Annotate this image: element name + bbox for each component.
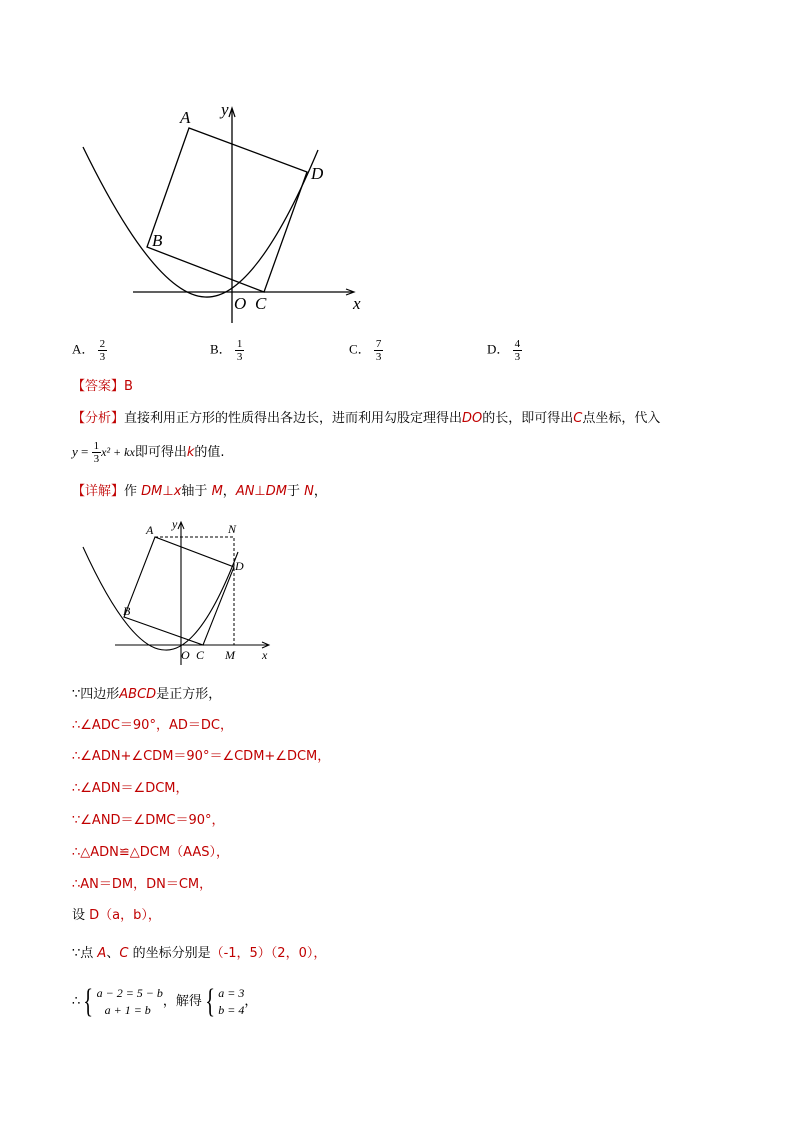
step-10: ∴{ a − 2 = 5 − b a + 1 = b ，解得{ a = 3 b = 4 ， <box>72 983 258 1020</box>
step-5: ∵∠AND＝∠DMC＝90°， <box>72 813 225 828</box>
label-y: y <box>221 100 229 119</box>
answer-tag: 【答案】 <box>72 379 125 394</box>
label-d: D <box>235 559 244 573</box>
choice-fraction: $\frac{1}{3}$ <box>236 338 243 363</box>
choice-letter: C． <box>349 341 371 357</box>
detail-line: 【详解】作 DM⊥x轴于 M，AN⊥DM于 N， <box>72 484 327 499</box>
choice-c[interactable] <box>349 338 383 363</box>
choice-b[interactable] <box>210 338 244 363</box>
detail-tag: 【详解】 <box>72 484 125 499</box>
solution-system: a = 3 b = 4 <box>218 986 245 1017</box>
label-n: N <box>228 522 237 536</box>
choice-letter: B． <box>210 341 232 357</box>
parabola <box>83 547 238 650</box>
choice-letter: D． <box>487 341 510 357</box>
step-2: ∴∠ADC＝90°，AD＝DC， <box>72 718 233 733</box>
step-7: ∴AN＝DM，DN＝CM， <box>72 877 213 892</box>
label-c: C <box>255 294 267 313</box>
parabola <box>83 147 318 297</box>
label-b: B <box>152 231 163 250</box>
analysis-line-2: y = $\frac{1}{3}$ x² + kx即可得出k的值. <box>72 440 225 465</box>
step-9: ∵点 A、C 的坐标分别是（-1，5）（2，0）， <box>72 946 327 961</box>
analysis-line-1: 【分析】直接利用正方形的性质得出各边长，进而利用勾股定理得出DO的长，即可得出C点坐标，代入 <box>72 411 661 426</box>
square-abcd <box>124 537 234 645</box>
label-o: O <box>181 648 190 662</box>
label-x: x <box>353 294 361 313</box>
answer-value: B <box>124 379 133 394</box>
figure-2 <box>75 512 280 667</box>
analysis-tag: 【分析】 <box>72 411 125 426</box>
label-c: C <box>196 648 205 662</box>
label-x: x <box>262 648 268 662</box>
choice-fraction: $\frac{4}{3}$ <box>514 338 521 363</box>
step-6: ∴△ADN≌△DCM（AAS）， <box>72 845 229 860</box>
choice-fraction: $\frac{2}{3}$ <box>99 338 106 363</box>
label-o: O <box>234 294 247 313</box>
step-8: 设 D（a，b）， <box>72 908 161 923</box>
choice-a[interactable] <box>72 338 107 363</box>
label-a: A <box>146 523 154 537</box>
label-y: y <box>172 517 178 531</box>
choice-d[interactable] <box>487 338 522 363</box>
dashed-a-n-m <box>155 537 234 645</box>
label-b: B <box>123 604 131 618</box>
step-4: ∴∠ADN＝∠DCM， <box>72 781 189 796</box>
figure-1 <box>75 95 375 330</box>
equation-system: a − 2 = 5 − b a + 1 = b <box>96 986 163 1017</box>
square-abcd <box>147 128 307 292</box>
label-d: D <box>311 164 324 183</box>
choice-letter: A． <box>72 341 95 357</box>
answer-line <box>72 378 133 396</box>
label-a: A <box>180 108 191 127</box>
step-3: ∴∠ADN+∠CDM＝90°＝∠CDM+∠DCM， <box>72 749 331 764</box>
step-1: ∵四边形ABCD是正方形， <box>72 687 222 702</box>
choice-fraction: $\frac{7}{3}$ <box>375 338 382 363</box>
label-m: M <box>225 648 235 662</box>
